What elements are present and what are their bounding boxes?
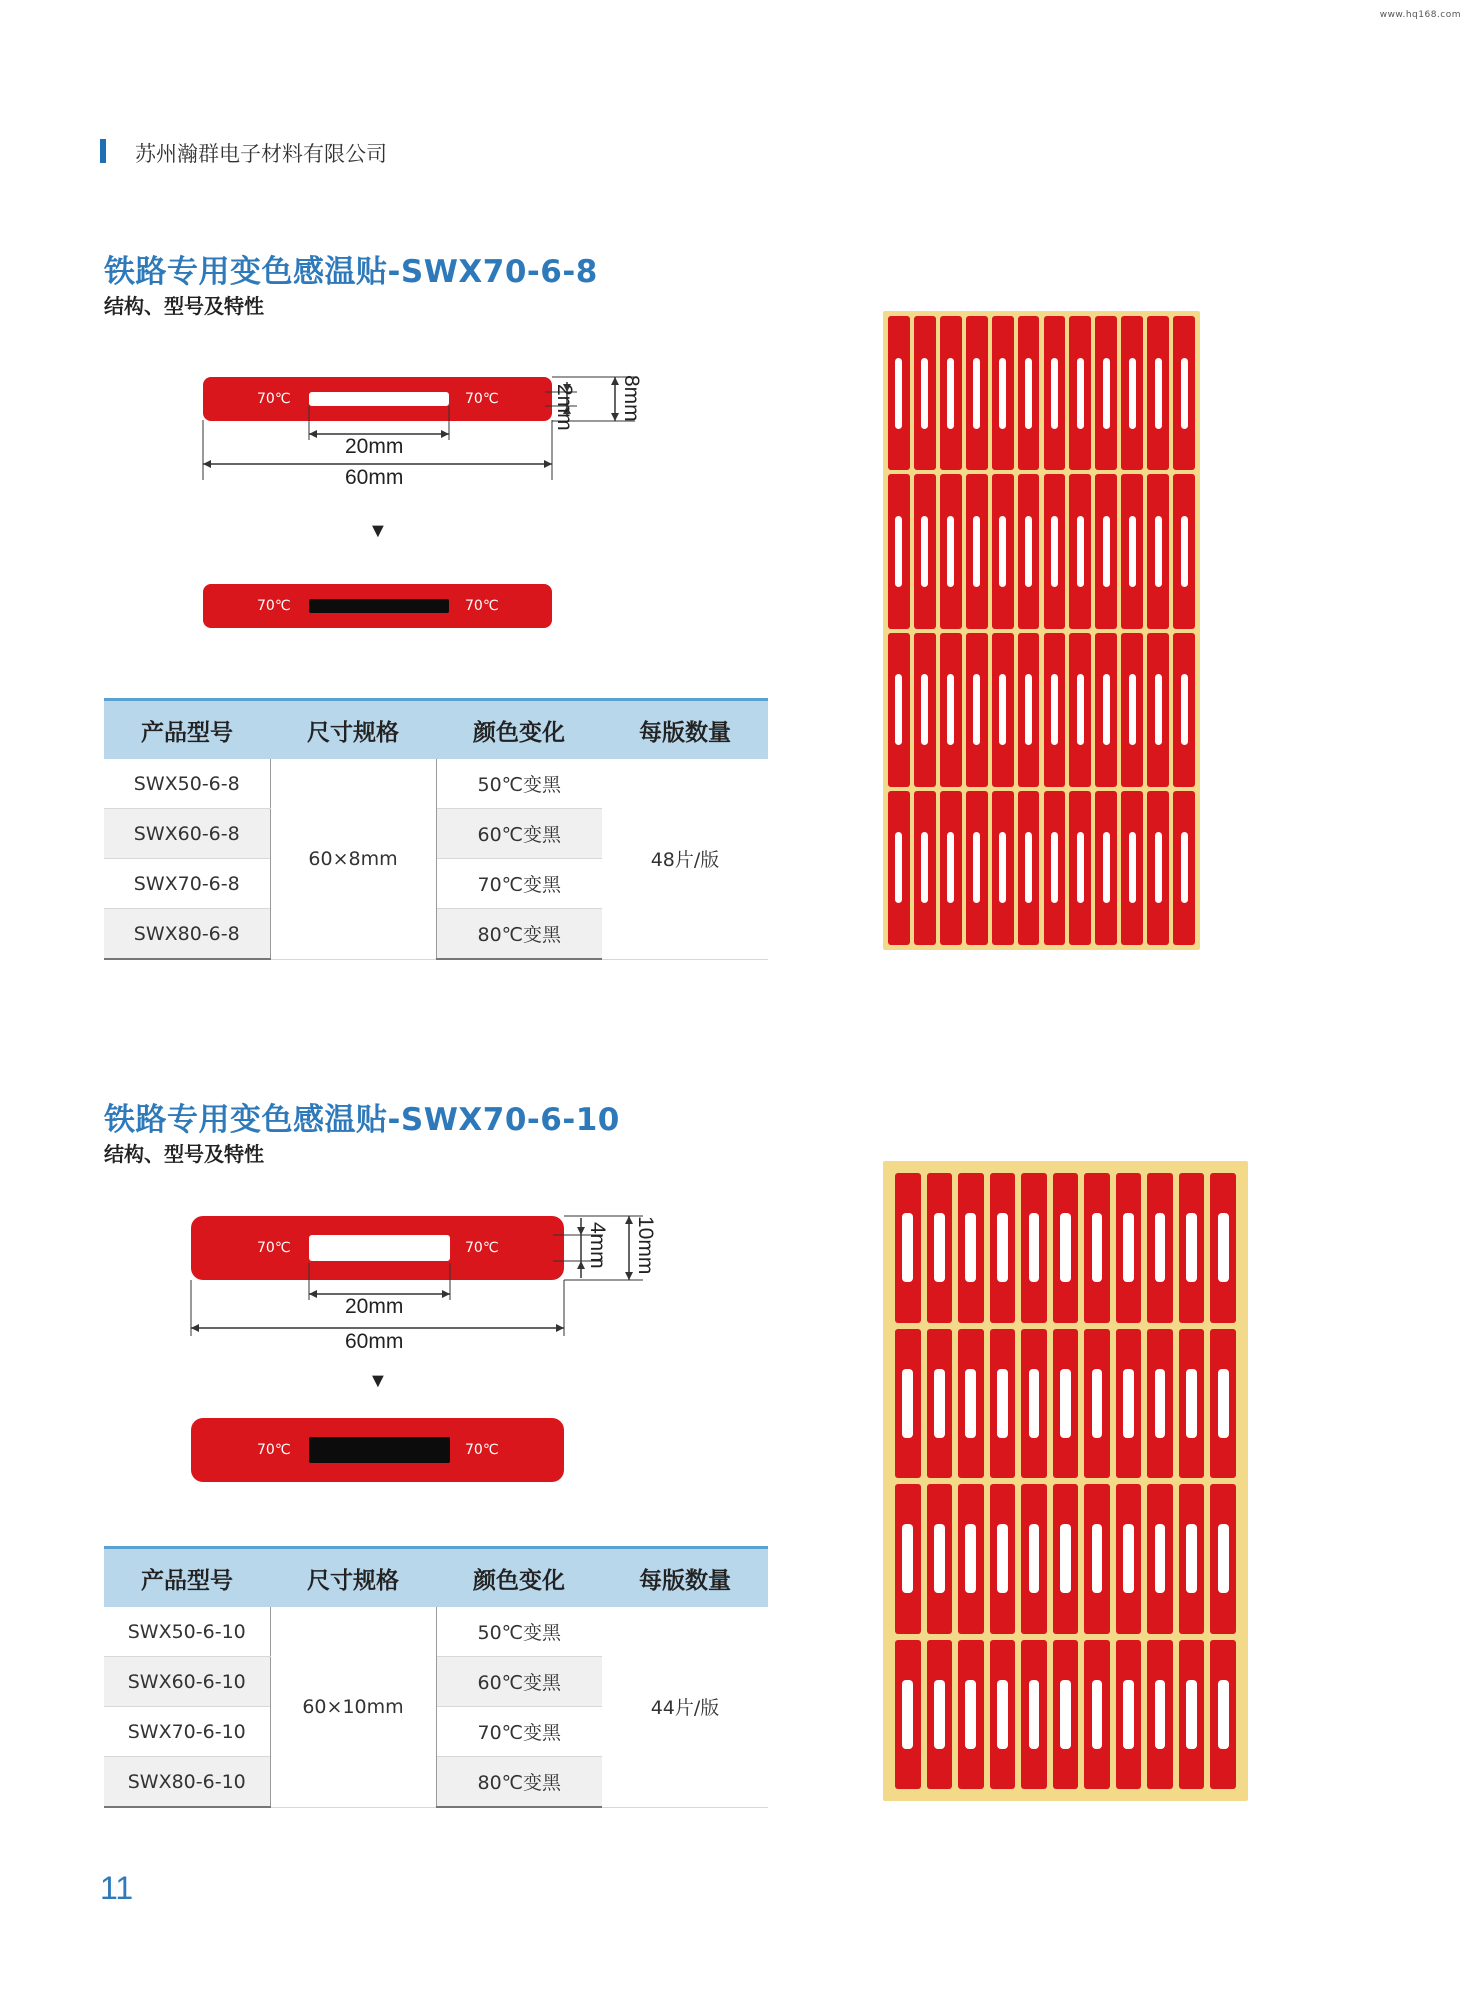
sheet-sticker-window bbox=[902, 1680, 913, 1749]
sheet-sticker bbox=[1147, 316, 1169, 470]
sheet-sticker bbox=[1084, 1173, 1110, 1323]
sheet-sticker-window bbox=[1077, 358, 1084, 429]
sheet-sticker bbox=[1069, 791, 1091, 945]
sheet-sticker-window bbox=[921, 832, 928, 903]
sheet-sticker bbox=[927, 1484, 953, 1634]
sheet-sticker-window bbox=[902, 1369, 913, 1438]
sheet-sticker-window bbox=[1060, 1524, 1071, 1593]
dim-window-height: 4mm bbox=[586, 1222, 609, 1269]
product-sheet-photo-1 bbox=[883, 311, 1200, 950]
sheet-sticker-window bbox=[934, 1213, 945, 1282]
sheet-sticker-window bbox=[1051, 832, 1058, 903]
sheet-sticker-window bbox=[1029, 1213, 1040, 1282]
col-header-quantity: 每版数量 bbox=[602, 700, 768, 760]
watermark: www.hq168.com bbox=[1379, 10, 1461, 20]
sheet-sticker bbox=[1095, 791, 1117, 945]
strip-temp-right: 70℃ bbox=[465, 598, 499, 614]
cell-model: SWX80-6-10 bbox=[104, 1757, 270, 1808]
sheet-sticker bbox=[1021, 1329, 1047, 1479]
sheet-sticker bbox=[1179, 1329, 1205, 1479]
sheet-sticker bbox=[1116, 1484, 1142, 1634]
dim-total-height: 8mm bbox=[620, 375, 643, 422]
sheet-sticker bbox=[1053, 1329, 1079, 1479]
strip-temp-right: 70℃ bbox=[465, 1240, 499, 1256]
sheet-sticker bbox=[1095, 316, 1117, 470]
sheet-sticker-window bbox=[1025, 674, 1032, 745]
sheet-sticker-window bbox=[1186, 1213, 1197, 1282]
sheet-sticker bbox=[966, 474, 988, 628]
dim-window-width: 20mm bbox=[345, 1295, 404, 1318]
sheet-sticker-window bbox=[965, 1524, 976, 1593]
header-accent-bar bbox=[100, 139, 106, 163]
sheet-sticker-window bbox=[997, 1680, 1008, 1749]
sheet-sticker-window bbox=[997, 1213, 1008, 1282]
sheet-sticker-window bbox=[1123, 1369, 1134, 1438]
sheet-sticker-window bbox=[1077, 832, 1084, 903]
cell-model: SWX70-6-10 bbox=[104, 1707, 270, 1757]
sheet-sticker bbox=[1147, 474, 1169, 628]
section-2-subtitle: 结构、型号及特性 bbox=[104, 1142, 264, 1166]
sheet-sticker-window bbox=[1218, 1524, 1229, 1593]
sheet-sticker-window bbox=[1060, 1369, 1071, 1438]
sheet-sticker bbox=[992, 316, 1014, 470]
sheet-sticker-window bbox=[1218, 1213, 1229, 1282]
spec-table-2 bbox=[104, 1546, 768, 1808]
sheet-sticker-window bbox=[895, 358, 902, 429]
sheet-sticker-window bbox=[1060, 1680, 1071, 1749]
sheet-sticker bbox=[1173, 633, 1195, 787]
strip-temp-left: 70℃ bbox=[257, 1240, 291, 1256]
sheet-sticker-window bbox=[1155, 1369, 1166, 1438]
sheet-sticker-window bbox=[947, 516, 954, 587]
spec-table-1 bbox=[104, 698, 768, 960]
sheet-sticker bbox=[1210, 1640, 1236, 1790]
sheet-sticker-window bbox=[1077, 516, 1084, 587]
sheet-sticker bbox=[927, 1173, 953, 1323]
sheet-sticker bbox=[1021, 1640, 1047, 1790]
col-header-model: 产品型号 bbox=[104, 700, 270, 760]
sheet-sticker-window bbox=[999, 674, 1006, 745]
cell-model: SWX60-6-10 bbox=[104, 1657, 270, 1707]
sheet-sticker bbox=[1084, 1484, 1110, 1634]
sheet-sticker-window bbox=[1092, 1680, 1103, 1749]
sheet-sticker-window bbox=[1186, 1680, 1197, 1749]
sheet-sticker-window bbox=[1181, 358, 1188, 429]
sheet-sticker-window bbox=[1129, 516, 1136, 587]
cell-color-change: 50℃变黑 bbox=[436, 1607, 602, 1657]
sheet-sticker-window bbox=[1029, 1369, 1040, 1438]
sheet-sticker bbox=[1044, 791, 1066, 945]
sheet-sticker-window bbox=[1051, 516, 1058, 587]
sheet-sticker-window bbox=[921, 674, 928, 745]
sheet-sticker bbox=[990, 1640, 1016, 1790]
cell-color-change: 80℃变黑 bbox=[436, 1757, 602, 1808]
sheet-sticker bbox=[1069, 633, 1091, 787]
sheet-sticker-window bbox=[895, 832, 902, 903]
cell-color-change: 50℃变黑 bbox=[436, 759, 602, 809]
sheet-sticker bbox=[888, 474, 910, 628]
sheet-sticker bbox=[1044, 474, 1066, 628]
page-number: 11 bbox=[100, 1870, 134, 1906]
dim-total-height: 10mm bbox=[634, 1216, 657, 1275]
sheet-sticker bbox=[1021, 1484, 1047, 1634]
sheet-sticker-window bbox=[1218, 1369, 1229, 1438]
sheet-sticker-window bbox=[921, 516, 928, 587]
sheet-sticker-window bbox=[902, 1213, 913, 1282]
sheet-sticker bbox=[1053, 1640, 1079, 1790]
sheet-sticker bbox=[1095, 474, 1117, 628]
sheet-sticker bbox=[1044, 316, 1066, 470]
sheet-sticker bbox=[966, 633, 988, 787]
sheet-sticker bbox=[888, 791, 910, 945]
sheet-sticker-window bbox=[1025, 516, 1032, 587]
sheet-sticker bbox=[958, 1484, 984, 1634]
sheet-sticker bbox=[1147, 1640, 1173, 1790]
cell-color-change: 70℃变黑 bbox=[436, 859, 602, 909]
dim-window-height: 2mm bbox=[553, 384, 576, 431]
cell-model: SWX50-6-8 bbox=[104, 759, 270, 809]
sheet-sticker bbox=[940, 633, 962, 787]
sheet-sticker-window bbox=[999, 832, 1006, 903]
sheet-sticker-window bbox=[1123, 1680, 1134, 1749]
sheet-sticker bbox=[1084, 1329, 1110, 1479]
section-2-title: 铁路专用变色感温贴-SWX70-6-10 bbox=[104, 1102, 620, 1138]
strip-temp-left: 70℃ bbox=[257, 1442, 291, 1458]
strip-temp-right: 70℃ bbox=[465, 1442, 499, 1458]
sheet-sticker bbox=[1018, 791, 1040, 945]
strip-temp-left: 70℃ bbox=[257, 391, 291, 407]
cell-size: 60×8mm bbox=[270, 759, 436, 959]
sheet-sticker-window bbox=[947, 832, 954, 903]
sheet-sticker bbox=[895, 1173, 921, 1323]
sheet-sticker bbox=[958, 1173, 984, 1323]
cell-quantity: 48片/版 bbox=[602, 759, 768, 959]
sheet-sticker bbox=[914, 316, 936, 470]
sheet-sticker-window bbox=[1155, 1524, 1166, 1593]
sheet-sticker bbox=[1147, 1173, 1173, 1323]
col-header-color-change: 颜色变化 bbox=[436, 1548, 602, 1608]
sheet-sticker-window bbox=[1103, 516, 1110, 587]
sheet-sticker bbox=[1053, 1484, 1079, 1634]
sheet-sticker-window bbox=[934, 1680, 945, 1749]
label-strip-after bbox=[203, 584, 552, 628]
cell-model: SWX60-6-8 bbox=[104, 809, 270, 859]
sheet-sticker bbox=[895, 1484, 921, 1634]
sheet-sticker-window bbox=[997, 1524, 1008, 1593]
sheet-sticker bbox=[1116, 1329, 1142, 1479]
sheet-sticker bbox=[1044, 633, 1066, 787]
sheet-sticker-window bbox=[1051, 674, 1058, 745]
col-header-model: 产品型号 bbox=[104, 1548, 270, 1608]
sheet-sticker-window bbox=[997, 1369, 1008, 1438]
sheet-sticker bbox=[1173, 474, 1195, 628]
sheet-sticker-window bbox=[902, 1524, 913, 1593]
sheet-sticker bbox=[992, 633, 1014, 787]
sheet-sticker-window bbox=[1077, 674, 1084, 745]
sheet-sticker bbox=[1147, 633, 1169, 787]
dim-total-width: 60mm bbox=[345, 466, 404, 489]
col-header-quantity: 每版数量 bbox=[602, 1548, 768, 1608]
sheet-sticker bbox=[914, 474, 936, 628]
sheet-sticker bbox=[1121, 316, 1143, 470]
sheet-sticker-window bbox=[1155, 674, 1162, 745]
cell-quantity: 44片/版 bbox=[602, 1607, 768, 1807]
sheet-sticker-window bbox=[947, 674, 954, 745]
sheet-sticker-window bbox=[1060, 1213, 1071, 1282]
col-header-color-change: 颜色变化 bbox=[436, 700, 602, 760]
sheet-sticker bbox=[1147, 791, 1169, 945]
sheet-sticker bbox=[1179, 1484, 1205, 1634]
sheet-sticker-window bbox=[999, 516, 1006, 587]
sheet-sticker-window bbox=[973, 516, 980, 587]
sheet-sticker-window bbox=[1181, 832, 1188, 903]
sheet-sticker-window bbox=[1181, 674, 1188, 745]
sheet-sticker-window bbox=[1155, 516, 1162, 587]
sheet-sticker-window bbox=[965, 1680, 976, 1749]
sheet-sticker-window bbox=[1092, 1524, 1103, 1593]
sheet-sticker-window bbox=[1155, 358, 1162, 429]
sheet-sticker-window bbox=[965, 1369, 976, 1438]
dim-window-width: 20mm bbox=[345, 435, 404, 458]
product-sheet-photo-2 bbox=[883, 1161, 1248, 1801]
sheet-sticker bbox=[1018, 316, 1040, 470]
sheet-sticker bbox=[1018, 474, 1040, 628]
down-arrow-icon: ▼ bbox=[368, 520, 388, 542]
sheet-sticker-window bbox=[1129, 674, 1136, 745]
sheet-sticker-window bbox=[1029, 1524, 1040, 1593]
sheet-sticker bbox=[1069, 316, 1091, 470]
sheet-sticker-window bbox=[1092, 1213, 1103, 1282]
sheet-sticker-window bbox=[1155, 832, 1162, 903]
sheet-sticker bbox=[1147, 1484, 1173, 1634]
sheet-sticker-window bbox=[1186, 1369, 1197, 1438]
sheet-sticker bbox=[966, 791, 988, 945]
company-name: 苏州瀚群电子材料有限公司 bbox=[135, 142, 387, 166]
sheet-sticker-window bbox=[1025, 832, 1032, 903]
sheet-sticker bbox=[1116, 1173, 1142, 1323]
sheet-sticker-window bbox=[1155, 1213, 1166, 1282]
sheet-sticker bbox=[1069, 474, 1091, 628]
sheet-sticker-window bbox=[1129, 358, 1136, 429]
sheet-sticker-window bbox=[999, 358, 1006, 429]
cell-size: 60×10mm bbox=[270, 1607, 436, 1807]
sheet-sticker bbox=[940, 316, 962, 470]
sheet-sticker bbox=[1121, 791, 1143, 945]
sheet-sticker bbox=[990, 1484, 1016, 1634]
sheet-sticker bbox=[1173, 316, 1195, 470]
sheet-sticker bbox=[958, 1640, 984, 1790]
indicator-window-black bbox=[309, 1437, 450, 1463]
sheet-sticker-window bbox=[1103, 358, 1110, 429]
sheet-sticker bbox=[940, 474, 962, 628]
sheet-sticker-window bbox=[934, 1369, 945, 1438]
sheet-sticker-window bbox=[1155, 1680, 1166, 1749]
sheet-sticker-window bbox=[1051, 358, 1058, 429]
sheet-sticker bbox=[1116, 1640, 1142, 1790]
sheet-sticker-window bbox=[934, 1524, 945, 1593]
section-1-subtitle: 结构、型号及特性 bbox=[104, 294, 264, 318]
sheet-sticker bbox=[1210, 1329, 1236, 1479]
sheet-sticker-window bbox=[965, 1213, 976, 1282]
sheet-sticker-window bbox=[1029, 1680, 1040, 1749]
strip-temp-right: 70℃ bbox=[465, 391, 499, 407]
down-arrow-icon: ▼ bbox=[368, 1370, 388, 1392]
sheet-sticker-window bbox=[921, 358, 928, 429]
sheet-sticker-window bbox=[973, 832, 980, 903]
sheet-sticker bbox=[927, 1640, 953, 1790]
col-header-size: 尺寸规格 bbox=[270, 700, 436, 760]
sheet-sticker bbox=[914, 633, 936, 787]
sheet-sticker bbox=[958, 1329, 984, 1479]
sheet-sticker-window bbox=[973, 674, 980, 745]
sheet-sticker-window bbox=[1103, 832, 1110, 903]
sheet-sticker-window bbox=[1129, 832, 1136, 903]
sheet-sticker bbox=[1210, 1484, 1236, 1634]
sheet-sticker bbox=[1018, 633, 1040, 787]
sheet-sticker bbox=[1053, 1173, 1079, 1323]
indicator-window-black bbox=[309, 599, 449, 613]
sheet-sticker bbox=[990, 1329, 1016, 1479]
cell-color-change: 70℃变黑 bbox=[436, 1707, 602, 1757]
sheet-sticker bbox=[895, 1329, 921, 1479]
col-header-size: 尺寸规格 bbox=[270, 1548, 436, 1608]
sheet-sticker bbox=[990, 1173, 1016, 1323]
sheet-sticker-window bbox=[1025, 358, 1032, 429]
sheet-sticker bbox=[1179, 1640, 1205, 1790]
cell-color-change: 80℃变黑 bbox=[436, 909, 602, 960]
sheet-sticker bbox=[1021, 1173, 1047, 1323]
sheet-sticker bbox=[1084, 1640, 1110, 1790]
sheet-sticker bbox=[927, 1329, 953, 1479]
section-1-title: 铁路专用变色感温贴-SWX70-6-8 bbox=[104, 254, 598, 290]
cell-model: SWX80-6-8 bbox=[104, 909, 270, 960]
sheet-sticker-window bbox=[1181, 516, 1188, 587]
sheet-sticker bbox=[1173, 791, 1195, 945]
sheet-sticker bbox=[1179, 1173, 1205, 1323]
sheet-sticker bbox=[888, 633, 910, 787]
sheet-sticker bbox=[895, 1640, 921, 1790]
sheet-sticker bbox=[940, 791, 962, 945]
sheet-sticker bbox=[992, 791, 1014, 945]
sheet-sticker-window bbox=[895, 674, 902, 745]
cell-model: SWX70-6-8 bbox=[104, 859, 270, 909]
sheet-sticker-window bbox=[1186, 1524, 1197, 1593]
sheet-sticker bbox=[1147, 1329, 1173, 1479]
sheet-sticker-window bbox=[973, 358, 980, 429]
sheet-sticker bbox=[888, 316, 910, 470]
sheet-sticker bbox=[914, 791, 936, 945]
sheet-sticker-window bbox=[1218, 1680, 1229, 1749]
dimension-lines-1 bbox=[195, 368, 655, 488]
sheet-sticker bbox=[1210, 1173, 1236, 1323]
sheet-sticker bbox=[966, 316, 988, 470]
strip-temp-left: 70℃ bbox=[257, 598, 291, 614]
sheet-sticker-window bbox=[1123, 1213, 1134, 1282]
cell-color-change: 60℃变黑 bbox=[436, 809, 602, 859]
label-strip-after bbox=[191, 1418, 564, 1482]
cell-model: SWX50-6-10 bbox=[104, 1607, 270, 1657]
sheet-sticker-window bbox=[1092, 1369, 1103, 1438]
sheet-sticker bbox=[1121, 633, 1143, 787]
sheet-sticker-window bbox=[1123, 1524, 1134, 1593]
dim-total-width: 60mm bbox=[345, 1330, 404, 1353]
sheet-sticker-window bbox=[1103, 674, 1110, 745]
sheet-sticker bbox=[1095, 633, 1117, 787]
sheet-sticker-window bbox=[947, 358, 954, 429]
cell-color-change: 60℃变黑 bbox=[436, 1657, 602, 1707]
sheet-sticker bbox=[992, 474, 1014, 628]
sheet-sticker bbox=[1121, 474, 1143, 628]
sheet-sticker-window bbox=[895, 516, 902, 587]
